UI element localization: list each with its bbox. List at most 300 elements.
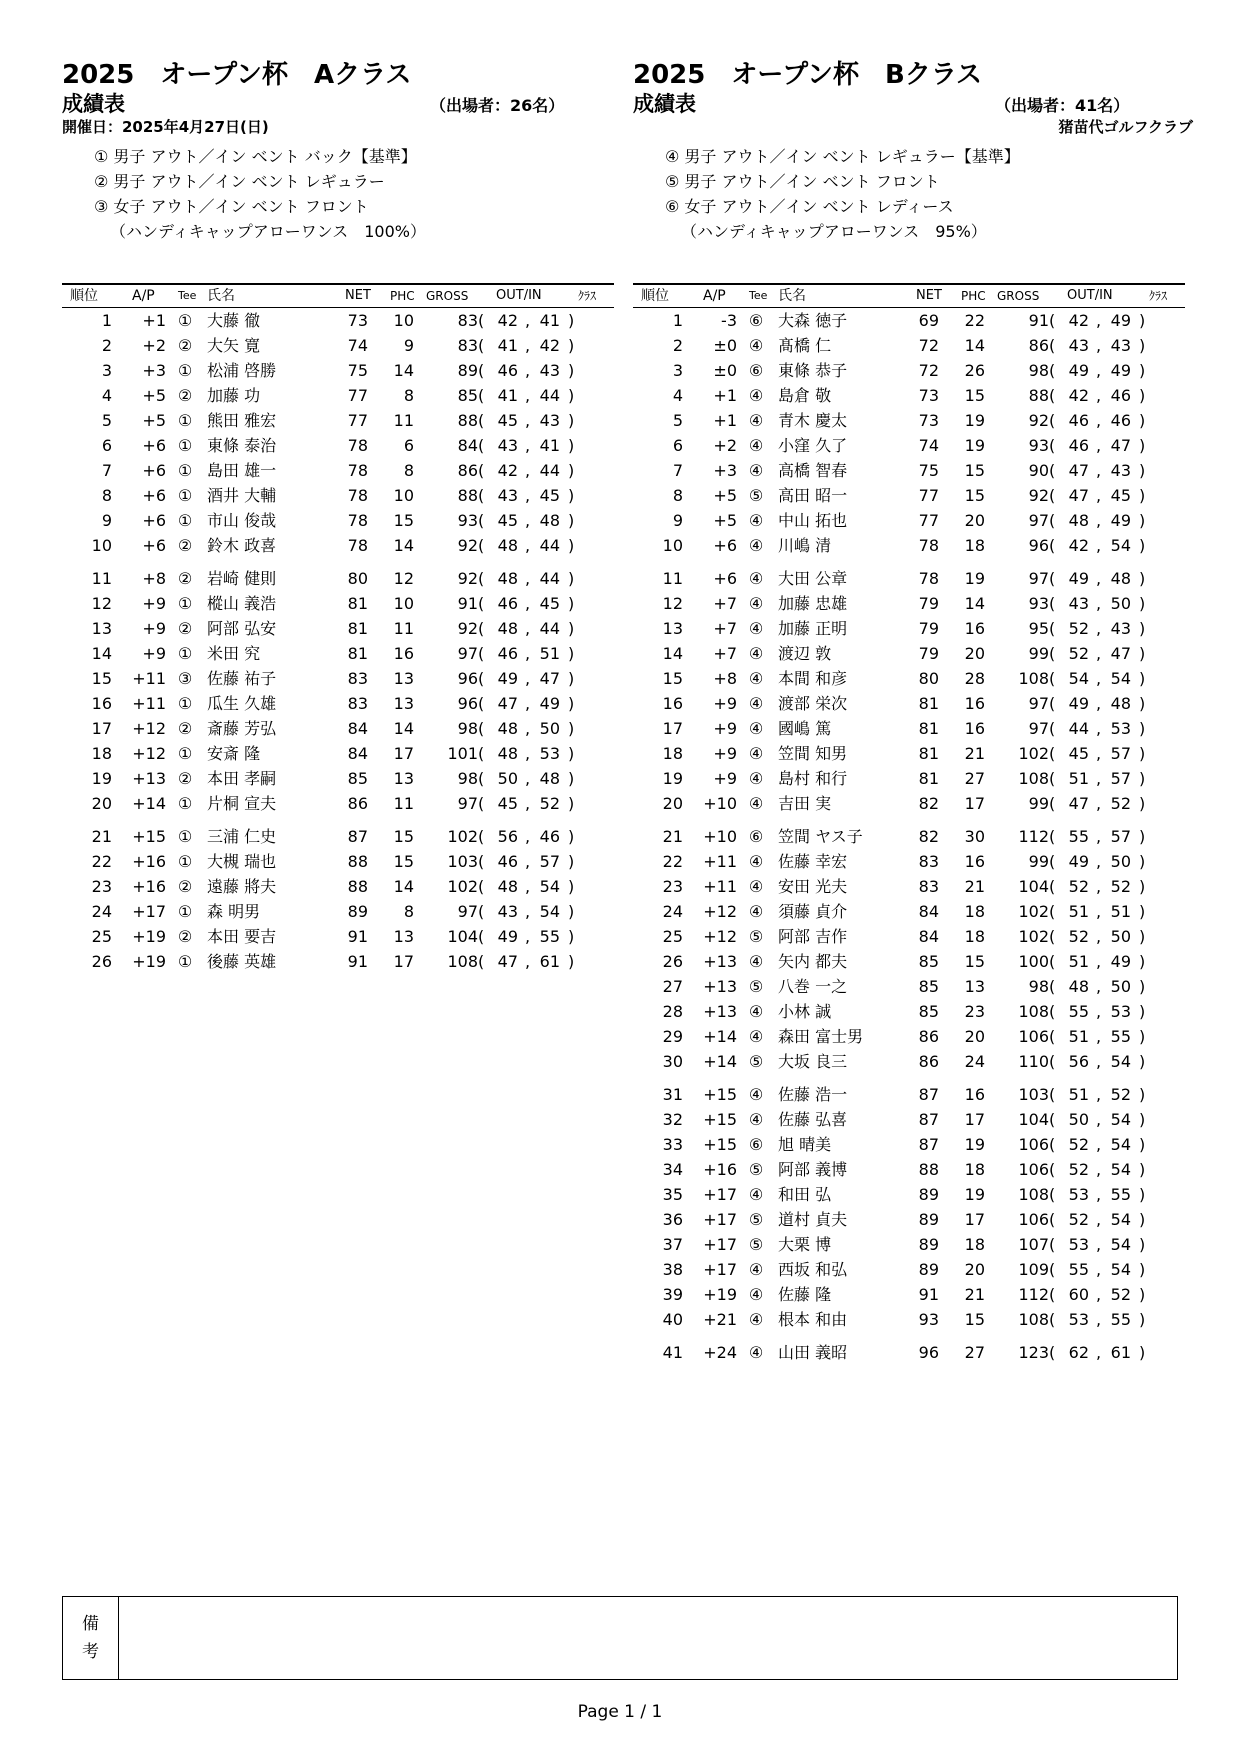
player-name: 高田 昭一 — [778, 486, 848, 505]
rank-cell: 20 — [91, 794, 112, 813]
paren-close: ) — [1139, 1160, 1146, 1179]
out-cell: 42 — [497, 461, 518, 480]
phc-cell: 17 — [964, 794, 985, 813]
in-cell: 50 — [1110, 927, 1131, 946]
out-cell: 48 — [497, 536, 518, 555]
out-cell: 45 — [497, 794, 518, 813]
net-cell: 80 — [918, 669, 939, 688]
remarks-label — [63, 1597, 119, 1679]
player-name: 佐藤 浩一 — [778, 1085, 848, 1104]
rank-cell: 5 — [101, 411, 112, 430]
ap-cell: +3 — [713, 461, 737, 480]
net-cell: 77 — [918, 511, 939, 530]
class-b-subtitle: 成績表 — [633, 92, 696, 116]
net-cell: 89 — [918, 1185, 939, 1204]
comma: , — [1096, 386, 1102, 405]
out-cell: 52 — [1068, 1160, 1089, 1179]
tee-cell: ① — [177, 311, 193, 330]
tee-cell: ④ — [748, 694, 764, 713]
phc-cell: 10 — [393, 311, 414, 330]
comma: , — [1096, 977, 1102, 996]
net-cell: 72 — [918, 361, 939, 380]
rank-cell: 18 — [662, 744, 683, 763]
net-cell: 77 — [347, 386, 368, 405]
comma: , — [1096, 952, 1102, 971]
player-name: 森田 富士男 — [778, 1027, 864, 1046]
paren-close: ) — [1139, 644, 1146, 663]
out-cell: 49 — [1068, 694, 1089, 713]
comma: , — [525, 436, 531, 455]
comma: , — [1096, 1135, 1102, 1154]
ap-cell: +9 — [713, 694, 737, 713]
paren-open: ( — [478, 744, 485, 763]
player-name: 樅山 義浩 — [207, 594, 277, 613]
rank-cell: 39 — [662, 1285, 683, 1304]
net-cell: 79 — [918, 644, 939, 663]
net-cell: 86 — [918, 1052, 939, 1071]
player-name: 岩崎 健則 — [207, 569, 277, 588]
table-row — [62, 741, 614, 766]
player-name: 道村 貞夫 — [778, 1210, 848, 1229]
table-row — [633, 1082, 1185, 1107]
table-row — [633, 308, 1185, 333]
table-row — [633, 1157, 1185, 1182]
header-rank: 順位 — [70, 288, 98, 304]
rank-cell: 7 — [101, 461, 112, 480]
table-row — [633, 741, 1185, 766]
ap-cell: +5 — [142, 386, 166, 405]
player-name: 本間 和彦 — [778, 669, 848, 688]
tee-cell: ④ — [748, 1185, 764, 1204]
paren-open: ( — [478, 594, 485, 613]
in-cell: 43 — [1110, 336, 1131, 355]
out-cell: 41 — [497, 386, 518, 405]
paren-close: ) — [568, 594, 575, 613]
paren-open: ( — [1049, 1185, 1056, 1204]
net-cell: 83 — [347, 694, 368, 713]
in-cell: 50 — [539, 719, 560, 738]
gross-cell: 102 — [1018, 902, 1049, 921]
in-cell: 43 — [1110, 619, 1131, 638]
table-row — [62, 483, 614, 508]
gross-cell: 86 — [457, 461, 478, 480]
gross-cell: 99 — [1028, 852, 1049, 871]
net-cell: 86 — [918, 1027, 939, 1046]
out-cell: 43 — [497, 902, 518, 921]
paren-close: ) — [1139, 744, 1146, 763]
in-cell: 55 — [539, 927, 560, 946]
player-name: 大坂 良三 — [778, 1052, 848, 1071]
ap-cell: +15 — [703, 1085, 737, 1104]
ap-cell: +14 — [703, 1027, 737, 1046]
rank-cell: 15 — [91, 669, 112, 688]
player-name: 根本 和由 — [778, 1310, 848, 1329]
comma: , — [525, 769, 531, 788]
table-row — [62, 874, 614, 899]
paren-open: ( — [1049, 877, 1056, 896]
net-cell: 81 — [347, 594, 368, 613]
gross-cell: 102 — [1018, 927, 1049, 946]
gross-cell: 104 — [1018, 1110, 1049, 1129]
table-row — [62, 949, 614, 974]
phc-cell: 16 — [964, 1085, 985, 1104]
table-row — [633, 924, 1185, 949]
tee-cell: ① — [177, 952, 193, 971]
tee-cell: ④ — [748, 719, 764, 738]
rank-cell: 18 — [91, 744, 112, 763]
paren-open: ( — [1049, 1260, 1056, 1279]
paren-close: ) — [1139, 1235, 1146, 1254]
rank-cell: 28 — [662, 1002, 683, 1021]
player-name: 後藤 英雄 — [207, 952, 277, 971]
table-row — [633, 899, 1185, 924]
net-cell: 78 — [347, 511, 368, 530]
ap-cell: +7 — [713, 619, 737, 638]
ap-cell: +12 — [132, 719, 166, 738]
paren-open: ( — [478, 411, 485, 430]
player-name: 島倉 敬 — [778, 386, 832, 405]
net-cell: 78 — [347, 461, 368, 480]
table-row — [633, 791, 1185, 816]
out-cell: 47 — [1068, 461, 1089, 480]
gross-cell: 106 — [1018, 1135, 1049, 1154]
ap-cell: +9 — [142, 594, 166, 613]
tee-cell: ④ — [748, 744, 764, 763]
out-cell: 48 — [497, 719, 518, 738]
paren-close: ) — [1139, 1110, 1146, 1129]
paren-close: ) — [568, 927, 575, 946]
in-cell: 54 — [1110, 1260, 1131, 1279]
comma: , — [1096, 669, 1102, 688]
gross-cell: 98 — [457, 719, 478, 738]
tee-cell: ② — [177, 536, 193, 555]
tee-cell: ④ — [748, 1285, 764, 1304]
player-name: 阿部 弘安 — [207, 619, 277, 638]
net-cell: 73 — [918, 411, 939, 430]
in-cell: 45 — [539, 486, 560, 505]
comma: , — [1096, 877, 1102, 896]
table-row — [633, 383, 1185, 408]
comma: , — [1096, 619, 1102, 638]
table-row — [62, 383, 614, 408]
phc-cell: 15 — [393, 852, 414, 871]
comma: , — [525, 619, 531, 638]
ap-cell: +1 — [713, 386, 737, 405]
phc-cell: 6 — [403, 436, 414, 455]
gross-cell: 98 — [1028, 977, 1049, 996]
class-a-handicap-allowance: （ハンディキャップアローワンス 100%） — [110, 222, 426, 241]
paren-open: ( — [478, 511, 485, 530]
tee-cell: ④ — [748, 769, 764, 788]
paren-close: ) — [1139, 852, 1146, 871]
table-row — [633, 333, 1185, 358]
in-cell: 43 — [539, 361, 560, 380]
tee-cell: ① — [177, 361, 193, 380]
in-cell: 55 — [1110, 1310, 1131, 1329]
paren-close: ) — [568, 461, 575, 480]
rank-cell: 24 — [662, 902, 683, 921]
comma: , — [1096, 1343, 1102, 1362]
net-cell: 77 — [347, 411, 368, 430]
in-cell: 50 — [1110, 852, 1131, 871]
phc-cell: 17 — [964, 1110, 985, 1129]
paren-close: ) — [1139, 694, 1146, 713]
paren-close: ) — [1139, 486, 1146, 505]
net-cell: 75 — [347, 361, 368, 380]
ap-cell: +13 — [703, 977, 737, 996]
paren-close: ) — [568, 694, 575, 713]
player-name: 佐藤 隆 — [778, 1285, 832, 1304]
in-cell: 41 — [539, 311, 560, 330]
rank-cell: 16 — [662, 694, 683, 713]
paren-close: ) — [1139, 1285, 1146, 1304]
table-row — [62, 333, 614, 358]
table-row — [62, 899, 614, 924]
paren-close: ) — [568, 486, 575, 505]
table-row — [633, 1282, 1185, 1307]
comma: , — [1096, 1027, 1102, 1046]
paren-close: ) — [1139, 669, 1146, 688]
tee-cell: ① — [177, 436, 193, 455]
player-name: 鈴木 政喜 — [207, 536, 277, 555]
tee-cell: ② — [177, 927, 193, 946]
net-cell: 89 — [347, 902, 368, 921]
table-row — [633, 974, 1185, 999]
phc-cell: 19 — [964, 569, 985, 588]
class-b-subtitle-row — [633, 92, 1185, 116]
net-cell: 83 — [918, 877, 939, 896]
phc-cell: 15 — [964, 386, 985, 405]
player-name: 遠藤 將夫 — [207, 877, 277, 896]
rank-cell: 23 — [91, 877, 112, 896]
paren-close: ) — [1139, 1310, 1146, 1329]
ap-cell: +7 — [713, 594, 737, 613]
out-cell: 49 — [497, 669, 518, 688]
player-name: 大槻 瑞也 — [207, 852, 277, 871]
net-cell: 89 — [918, 1235, 939, 1254]
in-cell: 47 — [539, 669, 560, 688]
table-row — [62, 791, 614, 816]
paren-open: ( — [1049, 1052, 1056, 1071]
ap-cell: +2 — [713, 436, 737, 455]
in-cell: 46 — [1110, 386, 1131, 405]
net-cell: 82 — [918, 827, 939, 846]
comma: , — [1096, 1160, 1102, 1179]
rank-cell: 26 — [91, 952, 112, 971]
player-name: 松浦 啓勝 — [207, 361, 277, 380]
out-cell: 47 — [497, 952, 518, 971]
gross-cell: 92 — [1028, 486, 1049, 505]
phc-cell: 18 — [964, 536, 985, 555]
table-row — [62, 691, 614, 716]
rank-cell: 30 — [662, 1052, 683, 1071]
in-cell: 46 — [1110, 411, 1131, 430]
net-cell: 84 — [918, 902, 939, 921]
table-row — [62, 358, 614, 383]
ap-cell: +11 — [132, 669, 166, 688]
phc-cell: 17 — [964, 1210, 985, 1229]
table-row — [633, 666, 1185, 691]
out-cell: 44 — [1068, 719, 1089, 738]
phc-cell: 30 — [964, 827, 985, 846]
gross-cell: 102 — [447, 827, 478, 846]
header-class: ｸﾗｽ — [578, 289, 597, 303]
class-a-subtitle: 成績表 — [62, 92, 125, 116]
in-cell: 44 — [539, 386, 560, 405]
phc-cell: 21 — [964, 877, 985, 896]
phc-cell: 20 — [964, 644, 985, 663]
out-cell: 45 — [1068, 744, 1089, 763]
ap-cell: +1 — [142, 311, 166, 330]
comma: , — [1096, 461, 1102, 480]
player-name: 小林 誠 — [778, 1002, 832, 1021]
gross-cell: 99 — [1028, 794, 1049, 813]
phc-cell: 21 — [964, 744, 985, 763]
paren-open: ( — [1049, 669, 1056, 688]
gross-cell: 95 — [1028, 619, 1049, 638]
tee-cell: ① — [177, 594, 193, 613]
paren-open: ( — [478, 644, 485, 663]
tee-cell: ② — [177, 336, 193, 355]
comma: , — [1096, 1210, 1102, 1229]
out-cell: 52 — [1068, 619, 1089, 638]
paren-open: ( — [478, 361, 485, 380]
phc-cell: 23 — [964, 1002, 985, 1021]
out-cell: 43 — [1068, 336, 1089, 355]
player-name: 青木 慶太 — [778, 411, 848, 430]
ap-cell: +21 — [703, 1310, 737, 1329]
paren-close: ) — [1139, 569, 1146, 588]
player-name: 山田 義昭 — [778, 1343, 848, 1362]
phc-cell: 20 — [964, 1027, 985, 1046]
remarks-label-char-2: 考 — [82, 1642, 99, 1662]
ap-cell: +9 — [713, 744, 737, 763]
net-cell: 72 — [918, 336, 939, 355]
paren-open: ( — [478, 769, 485, 788]
table-row — [62, 824, 614, 849]
rank-cell: 21 — [91, 827, 112, 846]
net-cell: 91 — [918, 1285, 939, 1304]
class-b-table-body — [633, 308, 1185, 1365]
gross-cell: 99 — [1028, 644, 1049, 663]
tee-cell: ⑤ — [748, 1235, 764, 1254]
net-cell: 81 — [347, 644, 368, 663]
in-cell: 54 — [1110, 1160, 1131, 1179]
player-name: 大田 公章 — [778, 569, 848, 588]
rank-cell: 10 — [91, 536, 112, 555]
net-cell: 93 — [918, 1310, 939, 1329]
out-cell: 43 — [497, 486, 518, 505]
header-name: 氏名 — [207, 288, 235, 304]
comma: , — [525, 927, 531, 946]
rank-cell: 3 — [672, 361, 683, 380]
paren-close: ) — [1139, 927, 1146, 946]
out-cell: 49 — [1068, 361, 1089, 380]
phc-cell: 14 — [964, 594, 985, 613]
table-row — [633, 824, 1185, 849]
rank-cell: 7 — [672, 461, 683, 480]
gross-cell: 93 — [1028, 594, 1049, 613]
table-row — [633, 1340, 1185, 1365]
in-cell: 57 — [1110, 769, 1131, 788]
tee-cell: ④ — [748, 1002, 764, 1021]
net-cell: 77 — [918, 486, 939, 505]
class-b-entrants: （出場者：41名） — [995, 96, 1130, 115]
net-cell: 89 — [918, 1260, 939, 1279]
tee-cell: ② — [177, 386, 193, 405]
player-name: 中山 拓也 — [778, 511, 848, 530]
phc-cell: 20 — [964, 511, 985, 530]
in-cell: 44 — [539, 569, 560, 588]
out-cell: 49 — [497, 927, 518, 946]
comma: , — [525, 311, 531, 330]
in-cell: 46 — [539, 827, 560, 846]
player-name: 斎藤 芳弘 — [207, 719, 277, 738]
phc-cell: 11 — [393, 794, 414, 813]
rank-cell: 8 — [101, 486, 112, 505]
tee-cell: ⑥ — [748, 311, 764, 330]
comma: , — [1096, 827, 1102, 846]
gross-cell: 104 — [447, 927, 478, 946]
comma: , — [525, 644, 531, 663]
rank-cell: 4 — [101, 386, 112, 405]
ap-cell: +16 — [132, 877, 166, 896]
rank-cell: 41 — [662, 1343, 683, 1362]
comma: , — [1096, 1185, 1102, 1204]
paren-open: ( — [478, 794, 485, 813]
net-cell: 87 — [918, 1085, 939, 1104]
out-cell: 54 — [1068, 669, 1089, 688]
table-row — [62, 508, 614, 533]
comma: , — [1096, 852, 1102, 871]
comma: , — [1096, 511, 1102, 530]
out-cell: 48 — [497, 619, 518, 638]
table-row — [633, 1307, 1185, 1332]
rank-cell: 2 — [101, 336, 112, 355]
class-a-entrants: （出場者：26名） — [430, 96, 565, 115]
phc-cell: 18 — [964, 927, 985, 946]
table-row — [633, 1024, 1185, 1049]
ap-cell: +2 — [142, 336, 166, 355]
player-name: 大矢 寛 — [207, 336, 261, 355]
ap-cell: +17 — [703, 1210, 737, 1229]
table-row — [62, 308, 614, 333]
class-a-tee-list — [62, 144, 614, 244]
tee-cell: ① — [177, 511, 193, 530]
remarks-label-char-1: 備 — [82, 1614, 99, 1634]
comma: , — [1096, 311, 1102, 330]
table-row — [633, 641, 1185, 666]
comma: , — [1096, 361, 1102, 380]
rank-cell: 17 — [662, 719, 683, 738]
paren-close: ) — [1139, 769, 1146, 788]
paren-close: ) — [568, 877, 575, 896]
in-cell: 47 — [1110, 644, 1131, 663]
in-cell: 49 — [1110, 511, 1131, 530]
phc-cell: 15 — [964, 486, 985, 505]
player-name: 大栗 博 — [778, 1235, 832, 1254]
paren-close: ) — [1139, 1135, 1146, 1154]
paren-close: ) — [1139, 719, 1146, 738]
gross-cell: 97 — [1028, 569, 1049, 588]
player-name: 熊田 雅宏 — [207, 411, 277, 430]
in-cell: 48 — [539, 769, 560, 788]
paren-close: ) — [568, 569, 575, 588]
paren-close: ) — [1139, 1052, 1146, 1071]
rank-cell: 31 — [662, 1085, 683, 1104]
paren-close: ) — [1139, 1343, 1146, 1362]
paren-open: ( — [1049, 927, 1056, 946]
